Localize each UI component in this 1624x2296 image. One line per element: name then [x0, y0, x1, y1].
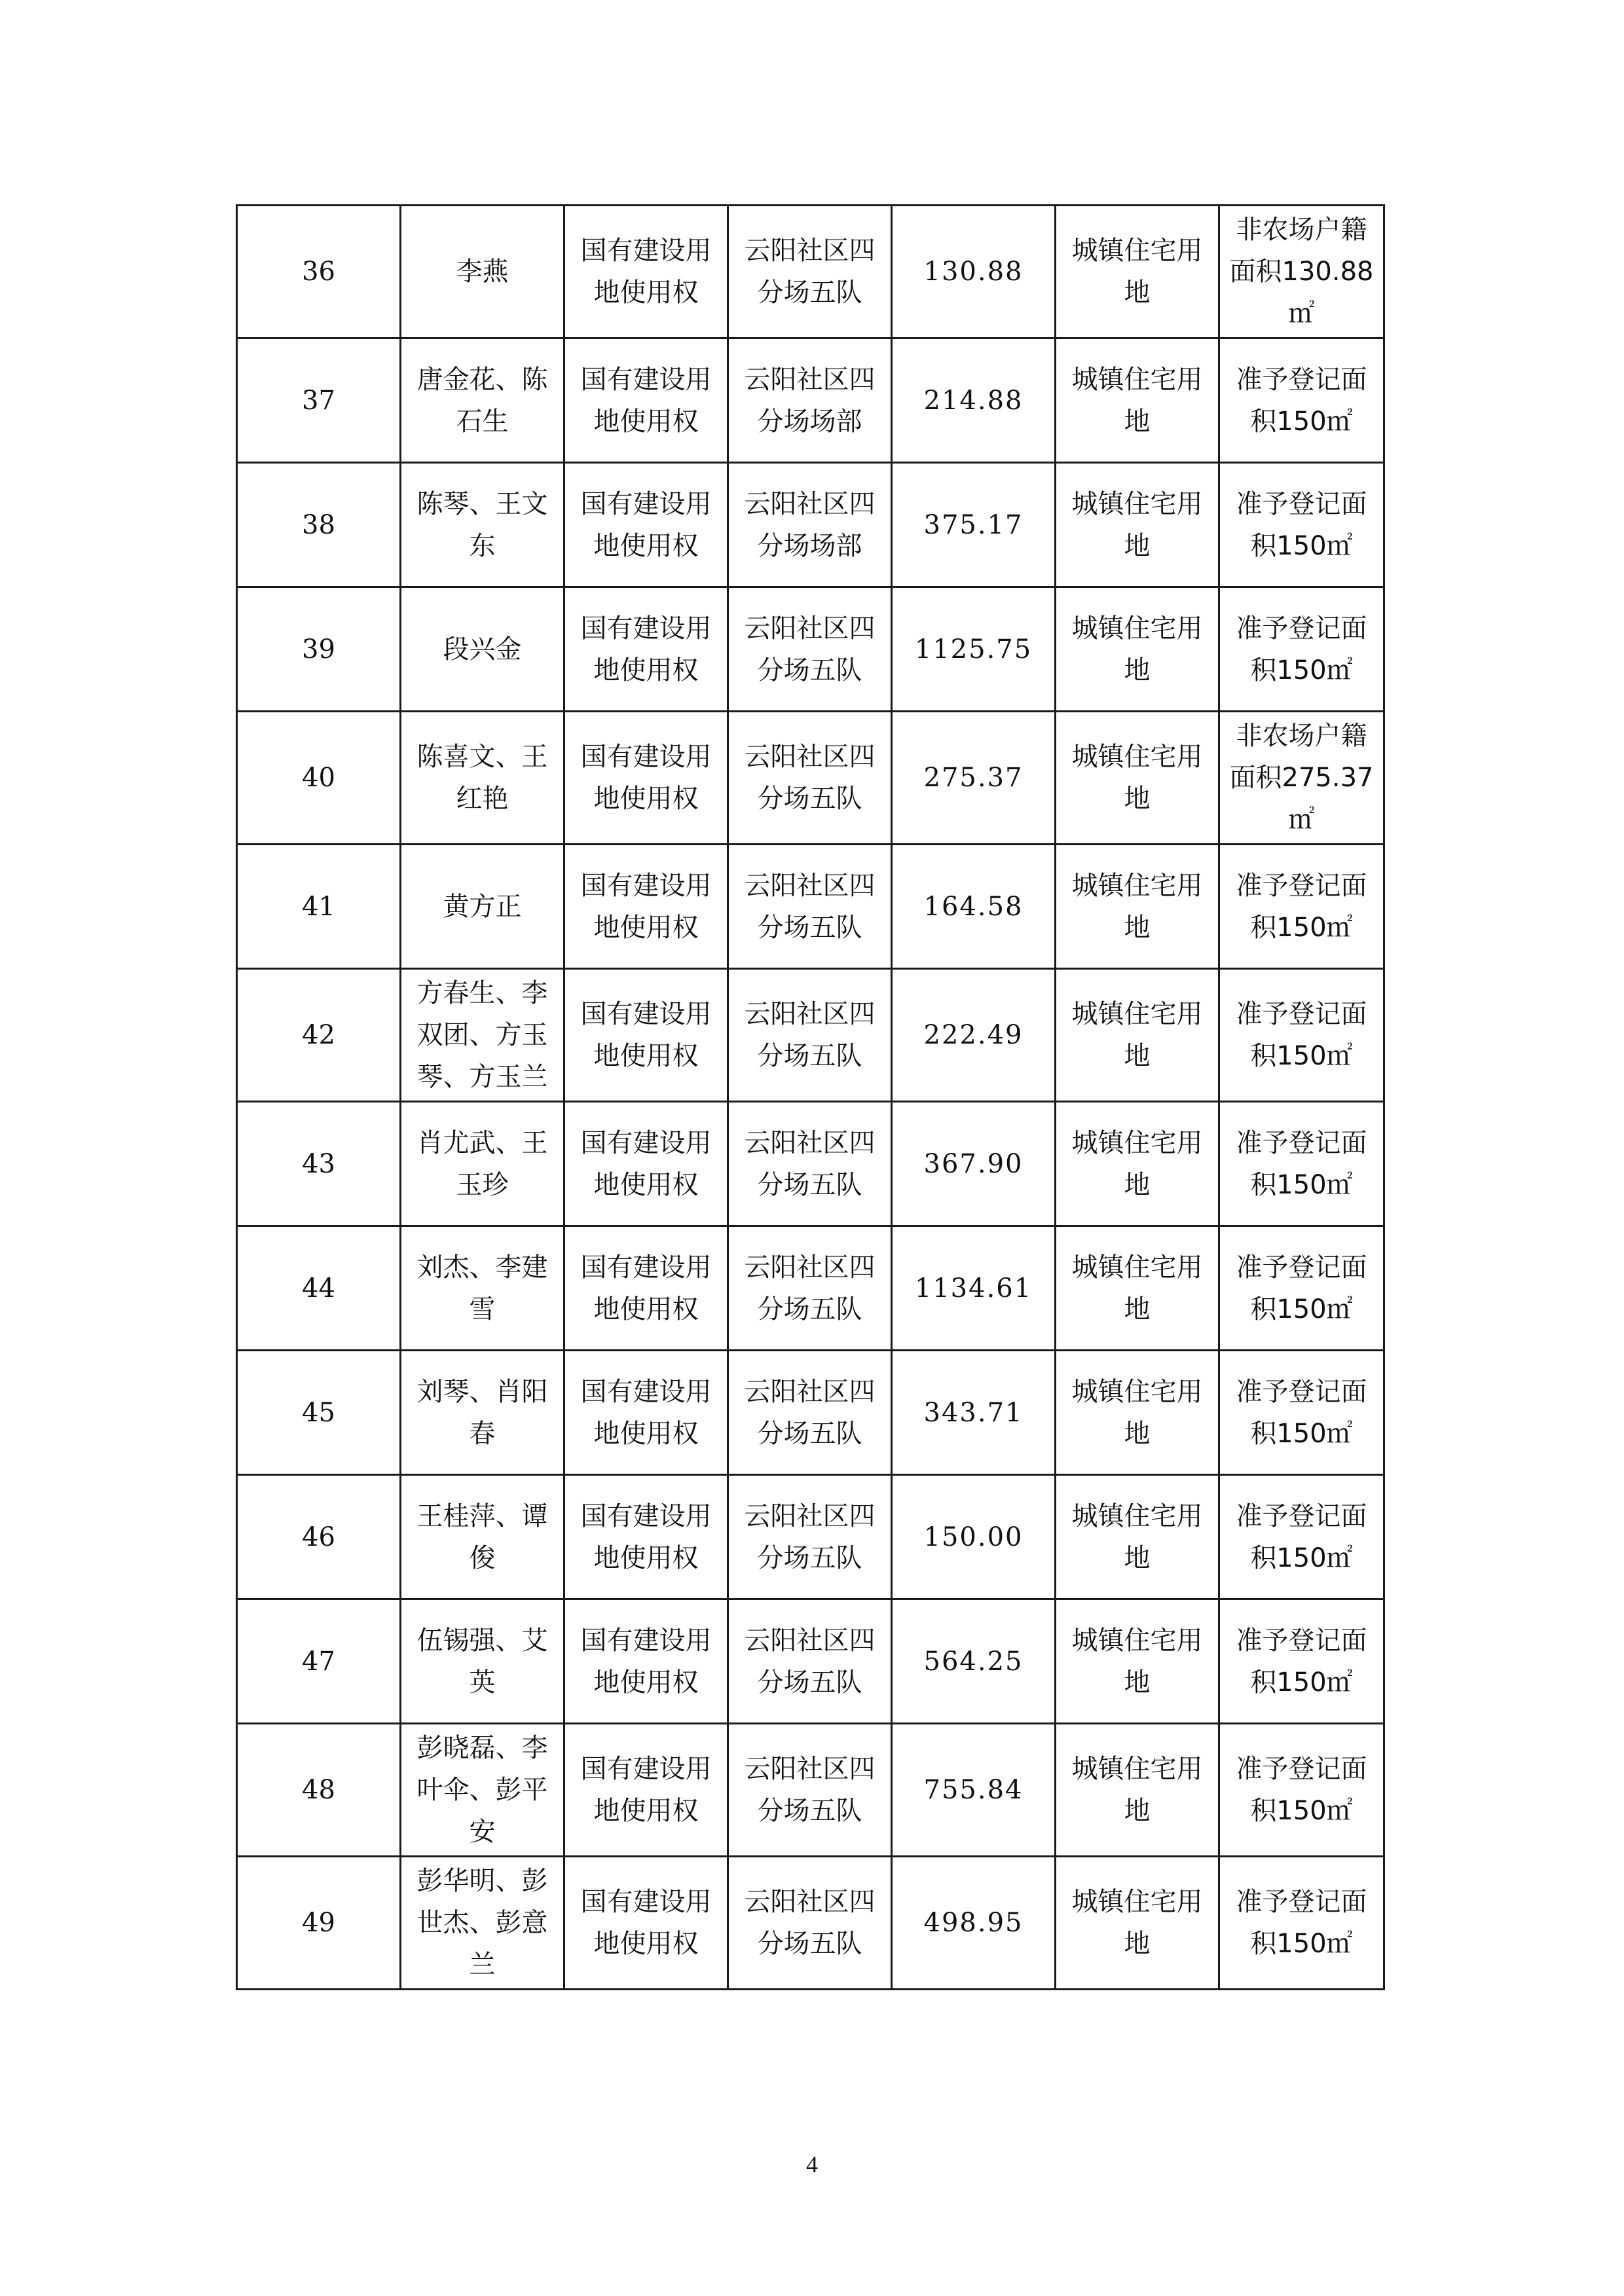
land-use-cell: 城镇住宅用地 [1056, 1102, 1219, 1226]
area-cell: 130.88 [892, 206, 1056, 338]
table-row [237, 1857, 1384, 1990]
right-type-cell: 国有建设用地使用权 [564, 845, 728, 969]
area-cell: 755.84 [892, 1724, 1056, 1857]
table-row [237, 845, 1384, 969]
note-cell: 准予登记面积150㎡ [1219, 969, 1384, 1102]
location-cell: 云阳社区四分场五队 [728, 1724, 892, 1857]
area-cell: 375.17 [892, 463, 1056, 587]
row-number-cell: 45 [237, 1351, 401, 1475]
row-number-cell: 41 [237, 845, 401, 969]
note-cell: 准予登记面积150㎡ [1219, 1102, 1384, 1226]
area-cell: 1125.75 [892, 587, 1056, 712]
note-cell: 准予登记面积150㎡ [1219, 338, 1384, 463]
holder-name-cell: 陈琴、王文东 [401, 463, 564, 587]
right-type-cell: 国有建设用地使用权 [564, 338, 728, 463]
land-use-cell: 城镇住宅用地 [1056, 587, 1219, 712]
right-type-cell: 国有建设用地使用权 [564, 969, 728, 1102]
location-cell: 云阳社区四分场五队 [728, 1102, 892, 1226]
location-cell: 云阳社区四分场五队 [728, 587, 892, 712]
row-number-cell: 44 [237, 1226, 401, 1351]
page-number: 4 [806, 2151, 818, 2178]
table-row [237, 1226, 1384, 1351]
row-number-cell: 48 [237, 1724, 401, 1857]
holder-name-cell: 陈喜文、王红艳 [401, 712, 564, 845]
table-row [237, 206, 1384, 338]
row-number-cell: 36 [237, 206, 401, 338]
table-row [237, 463, 1384, 587]
note-cell: 准予登记面积150㎡ [1219, 463, 1384, 587]
land-use-cell: 城镇住宅用地 [1056, 206, 1219, 338]
table-row [237, 1351, 1384, 1475]
holder-name-cell: 彭华明、彭世杰、彭意兰 [401, 1857, 564, 1990]
location-cell: 云阳社区四分场五队 [728, 1599, 892, 1724]
holder-name-cell: 王桂萍、谭俊 [401, 1475, 564, 1599]
table-row [237, 587, 1384, 712]
location-cell: 云阳社区四分场五队 [728, 1857, 892, 1990]
right-type-cell: 国有建设用地使用权 [564, 1857, 728, 1990]
area-cell: 564.25 [892, 1599, 1056, 1724]
right-type-cell: 国有建设用地使用权 [564, 1599, 728, 1724]
holder-name-cell: 李燕 [401, 206, 564, 338]
table-row [237, 712, 1384, 845]
right-type-cell: 国有建设用地使用权 [564, 206, 728, 338]
location-cell: 云阳社区四分场五队 [728, 1351, 892, 1475]
table-row [237, 1475, 1384, 1599]
note-cell: 准予登记面积150㎡ [1219, 845, 1384, 969]
holder-name-cell: 肖尤武、王玉珍 [401, 1102, 564, 1226]
land-use-cell: 城镇住宅用地 [1056, 1475, 1219, 1599]
right-type-cell: 国有建设用地使用权 [564, 1475, 728, 1599]
area-cell: 164.58 [892, 845, 1056, 969]
holder-name-cell: 段兴金 [401, 587, 564, 712]
right-type-cell: 国有建设用地使用权 [564, 463, 728, 587]
table-row [237, 1102, 1384, 1226]
holder-name-cell: 黄方正 [401, 845, 564, 969]
holder-name-cell: 刘琴、肖阳春 [401, 1351, 564, 1475]
row-number-cell: 40 [237, 712, 401, 845]
area-cell: 150.00 [892, 1475, 1056, 1599]
row-number-cell: 49 [237, 1857, 401, 1990]
note-cell: 非农场户籍面积275.37㎡ [1219, 712, 1384, 845]
location-cell: 云阳社区四分场五队 [728, 1475, 892, 1599]
right-type-cell: 国有建设用地使用权 [564, 712, 728, 845]
holder-name-cell: 方春生、李双团、方玉琴、方玉兰 [401, 969, 564, 1102]
row-number-cell: 37 [237, 338, 401, 463]
area-cell: 214.88 [892, 338, 1056, 463]
row-number-cell: 46 [237, 1475, 401, 1599]
row-number-cell: 38 [237, 463, 401, 587]
land-use-cell: 城镇住宅用地 [1056, 1724, 1219, 1857]
table-row [237, 1599, 1384, 1724]
holder-name-cell: 伍锡强、艾英 [401, 1599, 564, 1724]
note-cell: 准予登记面积150㎡ [1219, 587, 1384, 712]
area-cell: 1134.61 [892, 1226, 1056, 1351]
note-cell: 准予登记面积150㎡ [1219, 1226, 1384, 1351]
right-type-cell: 国有建设用地使用权 [564, 1102, 728, 1226]
location-cell: 云阳社区四分场五队 [728, 712, 892, 845]
note-cell: 准予登记面积150㎡ [1219, 1857, 1384, 1990]
area-cell: 367.90 [892, 1102, 1056, 1226]
location-cell: 云阳社区四分场场部 [728, 463, 892, 587]
note-cell: 非农场户籍面积130.88㎡ [1219, 206, 1384, 338]
registration-table [236, 204, 1385, 1990]
land-use-cell: 城镇住宅用地 [1056, 845, 1219, 969]
right-type-cell: 国有建设用地使用权 [564, 587, 728, 712]
table-body [237, 206, 1384, 1990]
land-use-cell: 城镇住宅用地 [1056, 1226, 1219, 1351]
area-cell: 222.49 [892, 969, 1056, 1102]
location-cell: 云阳社区四分场场部 [728, 338, 892, 463]
holder-name-cell: 唐金花、陈石生 [401, 338, 564, 463]
table-row [237, 338, 1384, 463]
area-cell: 275.37 [892, 712, 1056, 845]
row-number-cell: 42 [237, 969, 401, 1102]
holder-name-cell: 彭晓磊、李叶伞、彭平安 [401, 1724, 564, 1857]
location-cell: 云阳社区四分场五队 [728, 1226, 892, 1351]
land-use-cell: 城镇住宅用地 [1056, 1351, 1219, 1475]
land-use-cell: 城镇住宅用地 [1056, 969, 1219, 1102]
note-cell: 准予登记面积150㎡ [1219, 1599, 1384, 1724]
land-use-cell: 城镇住宅用地 [1056, 1599, 1219, 1724]
note-cell: 准予登记面积150㎡ [1219, 1475, 1384, 1599]
location-cell: 云阳社区四分场五队 [728, 969, 892, 1102]
land-use-cell: 城镇住宅用地 [1056, 712, 1219, 845]
note-cell: 准予登记面积150㎡ [1219, 1351, 1384, 1475]
area-cell: 498.95 [892, 1857, 1056, 1990]
land-use-cell: 城镇住宅用地 [1056, 338, 1219, 463]
location-cell: 云阳社区四分场五队 [728, 845, 892, 969]
right-type-cell: 国有建设用地使用权 [564, 1226, 728, 1351]
land-use-cell: 城镇住宅用地 [1056, 1857, 1219, 1990]
note-cell: 准予登记面积150㎡ [1219, 1724, 1384, 1857]
right-type-cell: 国有建设用地使用权 [564, 1724, 728, 1857]
row-number-cell: 39 [237, 587, 401, 712]
row-number-cell: 47 [237, 1599, 401, 1724]
area-cell: 343.71 [892, 1351, 1056, 1475]
table-row [237, 969, 1384, 1102]
table-row [237, 1724, 1384, 1857]
land-use-cell: 城镇住宅用地 [1056, 463, 1219, 587]
right-type-cell: 国有建设用地使用权 [564, 1351, 728, 1475]
registration-table-container [236, 204, 1383, 1990]
row-number-cell: 43 [237, 1102, 401, 1226]
holder-name-cell: 刘杰、李建雪 [401, 1226, 564, 1351]
location-cell: 云阳社区四分场五队 [728, 206, 892, 338]
